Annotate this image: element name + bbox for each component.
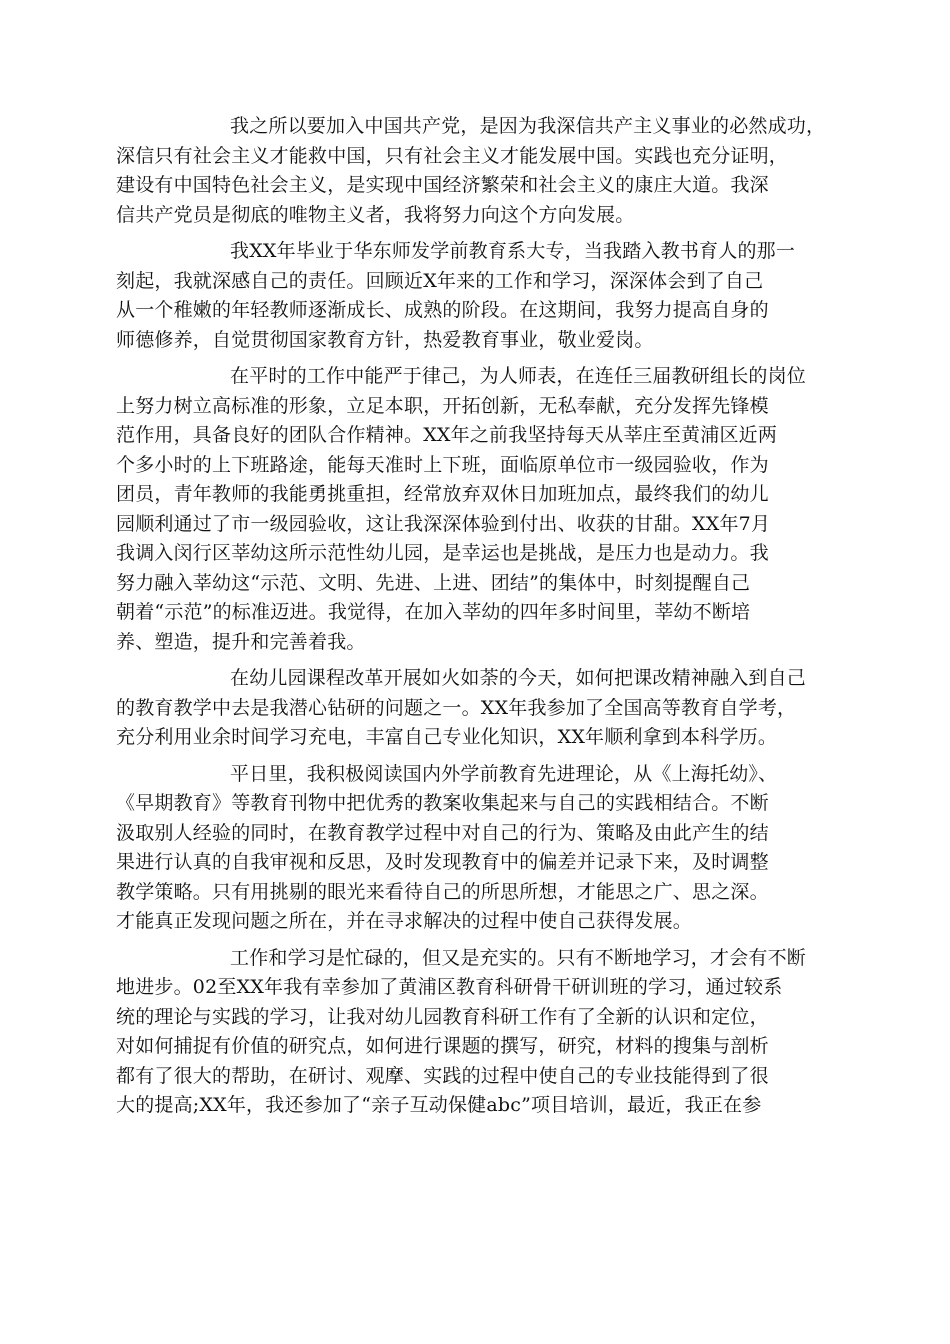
paragraph-4 (116, 664, 828, 753)
text-line: 都有了很大的帮助，在研讨、观摩、实践的过程中使自己的专业技能得到了很 (116, 1064, 769, 1087)
text-line: 工作和学习是忙碌的，但又是充实的。只有不断地学习，才会有不断 (230, 946, 807, 969)
text-line: 深信只有社会主义才能救中国，只有社会主义才能发展中国。实践也充分证明， (116, 144, 789, 167)
text-line: 建设有中国特色社会主义，是实现中国经济繁荣和社会主义的康庄大道。我深 (116, 174, 769, 196)
text-line: 我之所以要加入中国共产党，是因为我深信共产主义事业的必然成功， (230, 115, 826, 137)
text-line: 在平时的工作中能严于律己，为人师表，在连任三届教研组长的岗位 (230, 365, 807, 387)
text-line: 我调入闵行区莘幼这所示范性幼儿园，是幸运也是挑战，是压力也是动力。我 (116, 542, 769, 564)
text-line: 从一个稚嫩的年轻教师逐渐成长、成熟的阶段。在这期间，我努力提高自身的 (116, 299, 769, 321)
paragraph-1 (116, 112, 828, 230)
text-line: 在幼儿园课程改革开展如火如荼的今天，如何把课改精神融入到自己 (230, 667, 807, 689)
paragraph-3 (116, 362, 828, 657)
text-line: 的教育教学中去是我潜心钻研的问题之一。XX年我参加了全国高等教育自学考， (116, 696, 797, 719)
text-line: 充分利用业余时间学习充电，丰富自己专业化知识，XX年顺利拿到本科学历。 (116, 726, 778, 748)
text-line: 范作用，具备良好的团队合作精神。XX年之前我坚持每天从莘庄至黄浦区近两 (116, 424, 778, 446)
text-line: 园顺利通过了市一级园验收，这让我深深体验到付出、收获的甘甜。XX年7月 (116, 512, 771, 535)
text-line: 个多小时的上下班路途，能每天准时上下班，面临原单位市一级园验收，作为 (116, 453, 769, 476)
text-line: 统的理论与实践的学习，让我对幼儿园教育科研工作有了全新的认识和定位， (116, 1005, 769, 1028)
paragraph-6 (116, 944, 828, 1121)
text-line: 对如何捕捉有价值的研究点，如何进行课题的撰写，研究，材料的搜集与剖析 (116, 1035, 769, 1057)
paragraph-2 (116, 237, 828, 355)
text-line: 汲取别人经验的同时，在教育教学过程中对自己的行为、策略及由此产生的结 (116, 821, 769, 844)
text-line: 上努力树立高标准的形象，立足本职，开拓创新，无私奉献，充分发挥先锋模 (116, 394, 769, 417)
text-line: 《早期教育》等教育刊物中把优秀的教案收集起来与自己的实践相结合。不断 (116, 792, 769, 814)
paragraph-5 (116, 760, 828, 937)
text-line: 努力融入莘幼这“示范、文明、先进、上进、团结”的集体中，时刻提醒自己 (116, 571, 751, 594)
text-line: 养、塑造，提升和完善着我。 (116, 630, 366, 653)
text-line: 信共产党员是彻底的唯物主义者，我将努力向这个方向发展。 (116, 203, 635, 226)
text-line: 教学策略。只有用挑剔的眼光来看待自己的所思所想，才能思之广、思之深。 (116, 880, 769, 903)
document-body (116, 112, 828, 1128)
text-line: 才能真正发现问题之所在，并在寻求解决的过程中使自己获得发展。 (116, 910, 693, 932)
text-line: 地进步。02至XX年我有幸参加了黄浦区教育科研骨干研训班的学习，通过较系 (116, 976, 783, 998)
text-line: 平日里，我积极阅读国内外学前教育先进理论，从《上海托幼》、 (230, 762, 778, 785)
text-line: 朝着“示范”的标准迈进。我觉得，在加入莘幼的四年多时间里，莘幼不断培 (116, 601, 751, 623)
text-line: 大的提高;XX年，我还参加了“亲子互动保健abc”项目培训，最近，我正在参 (116, 1094, 762, 1116)
text-line: 刻起，我就深感自己的责任。回顾近X年来的工作和学习，深深体会到了自己 (116, 269, 764, 292)
text-line: 师德修养，自觉贯彻国家教育方针，热爱教育事业，敬业爱岗。 (116, 328, 654, 351)
text-line: 团员，青年教师的我能勇挑重担，经常放弃双休日加班加点，最终我们的幼儿 (116, 483, 769, 505)
text-line: 我XX年毕业于华东师发学前教育系大专，当我踏入教书育人的那一 (230, 240, 796, 262)
text-line: 果进行认真的自我审视和反思，及时发现教育中的偏差并记录下来，及时调整 (116, 851, 769, 873)
